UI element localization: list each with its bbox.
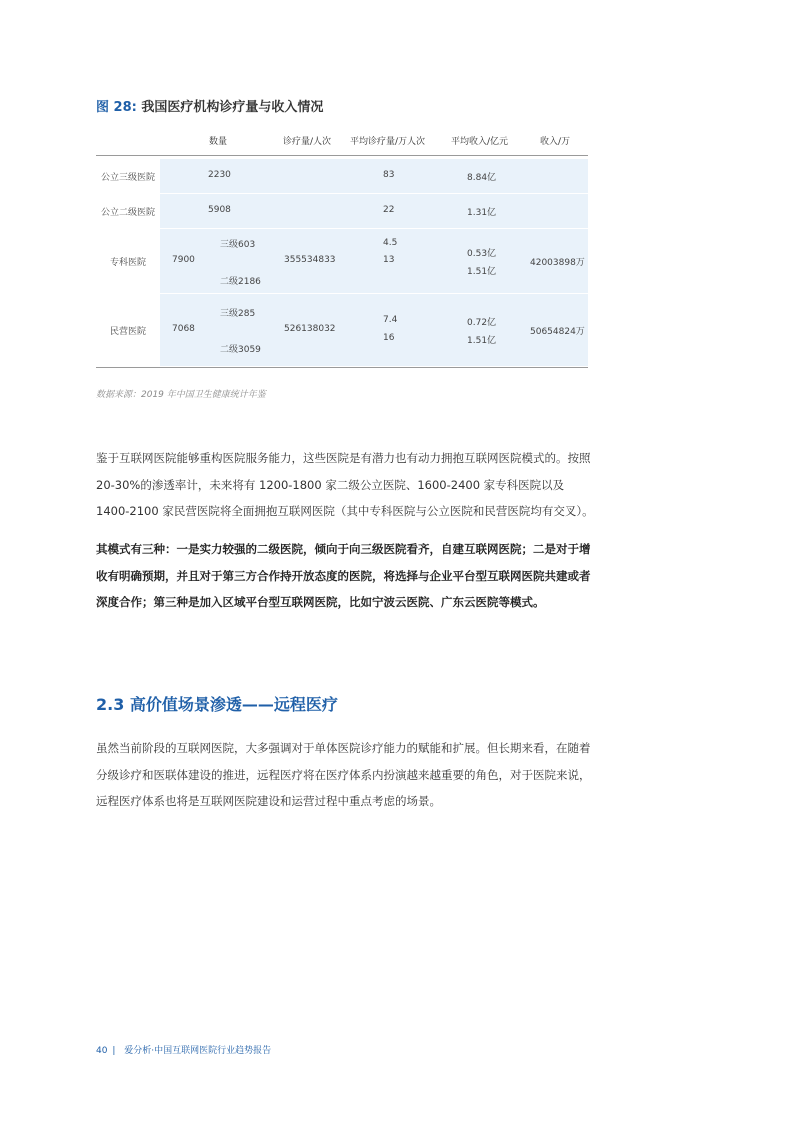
section-heading — [96, 692, 338, 715]
page-number: 40 — [96, 1046, 108, 1056]
header-income: 收入/万 — [540, 137, 571, 147]
cell-avg-income-1: 0.53亿 — [467, 249, 497, 259]
footer-separator: | — [112, 1046, 116, 1056]
cell-avg-visits-2: 13 — [383, 255, 395, 265]
cell-avg-income-1: 0.72亿 — [467, 318, 497, 328]
table-row — [96, 194, 588, 229]
cell-avg-visits-1: 4.5 — [383, 238, 398, 248]
figure-number: 图 28: — [96, 100, 137, 115]
cell-avg-income: 8.84亿 — [467, 173, 497, 183]
cell-sub-top: 三级603 — [220, 240, 256, 250]
cell-avg-visits: 22 — [383, 205, 395, 215]
section-title-text: 高价值场景渗透——远程医疗 — [129, 695, 338, 714]
cell-avg-income: 1.31亿 — [467, 208, 497, 218]
paragraph-2: 其模式有三种：一是实力较强的二级医院，倾向于向三级医院看齐，自建互联网医院；二是对于增收有明确预期，并且对于第三方合作持开放态度的医院，将选择与企业平台型互联网医院共建或者深度合作；第三种是加入区域平台型互联网医院，比如宁波云医院、广东云医院等模式。 — [96, 542, 591, 609]
cell-sub-top: 三级285 — [220, 309, 256, 319]
cell-sub-bottom: 二级2186 — [220, 277, 261, 287]
header-avg-visits: 平均诊疗量/万人次 — [350, 137, 426, 147]
table-row — [96, 159, 588, 194]
cell-income: 50654824万 — [530, 327, 585, 337]
cell-avg-income-2: 1.51亿 — [467, 336, 497, 346]
paragraph-3: 虽然当前阶段的互联网医院，大多强调对于单体医院诊疗能力的赋能和扩展。但长期来看，在随着分级诊疗和医联体建设的推进，远程医疗将在医疗体系内扮演越来越重要的角色，对于医院来说，远程医疗体系也将是互联网医院建设和运营过程中重点考虑的场景。 — [96, 741, 591, 808]
cell-avg-income-2: 1.51亿 — [467, 267, 497, 277]
table-row — [96, 294, 588, 367]
table-row — [96, 229, 588, 294]
paragraph-1: 鉴于互联网医院能够重构医院服务能力，这些医院是有潜力也有动力拥抱互联网医院模式的。按照 20-30%的渗透率计，未来将有 1200-1800 家二级公立医院、1600-2400 家专科医院以及 1400-2100 家民营医院将全面拥抱互联网医院（其中专科医院与公立医院和民营医院均有交叉）。 — [96, 451, 594, 518]
row-name: 公立三级医院 — [96, 159, 160, 193]
data-table — [96, 127, 588, 368]
page-footer — [96, 1043, 271, 1056]
cell-count: 7900 — [172, 255, 195, 265]
header-visits: 诊疗量/人次 — [283, 137, 332, 147]
cell-visits: 355534833 — [284, 255, 336, 265]
source-note: 数据来源：2019 年中国卫生健康统计年鉴 — [96, 390, 266, 400]
header-count: 数量 — [209, 137, 228, 147]
cell-count: 2230 — [208, 170, 231, 180]
footer-text: 爱分析·中国互联网医院行业趋势报告 — [124, 1046, 272, 1056]
cell-income: 42003898万 — [530, 258, 585, 268]
cell-avg-visits-2: 16 — [383, 333, 395, 343]
row-name: 公立二级医院 — [96, 194, 160, 228]
cell-avg-visits-1: 7.4 — [383, 315, 398, 325]
table-bottom-rule — [96, 367, 588, 368]
cell-avg-visits: 83 — [383, 170, 395, 180]
row-name: 专科医院 — [96, 229, 160, 293]
cell-visits: 526138032 — [284, 324, 336, 334]
figure-caption: 我国医疗机构诊疗量与收入情况 — [141, 100, 324, 115]
table-header — [96, 127, 588, 156]
cell-sub-bottom: 二级3059 — [220, 345, 261, 355]
cell-count: 7068 — [172, 324, 195, 334]
cell-count: 5908 — [208, 205, 231, 215]
section-number: 2.3 — [96, 695, 125, 714]
row-name: 民营医院 — [96, 294, 160, 366]
figure-title — [96, 96, 323, 115]
header-avg-income: 平均收入/亿元 — [451, 137, 509, 147]
